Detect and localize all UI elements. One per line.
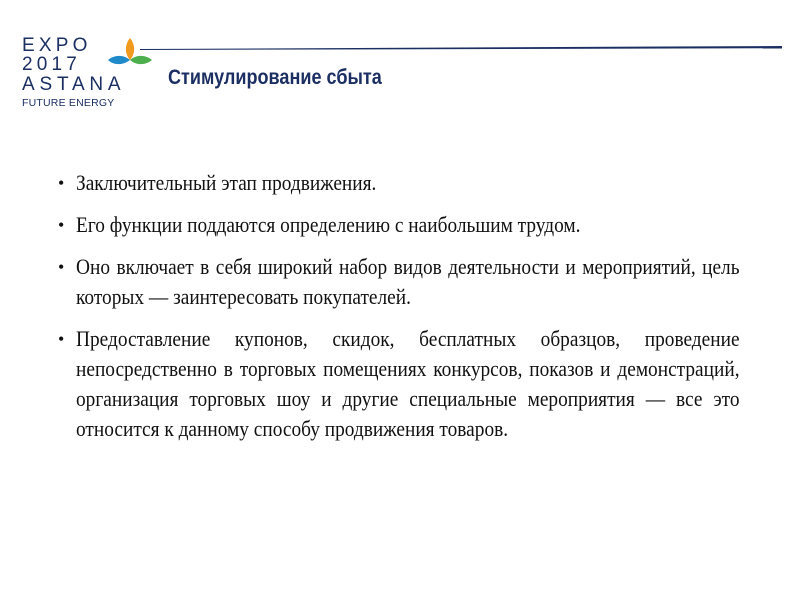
bullet-item [58,210,740,240]
logo-expo-text: EXPO [22,35,92,56]
emblem-petal-orange [126,38,134,60]
expo-emblem-icon [108,38,152,76]
logo-year-text: 2017 [22,54,82,75]
bullet-item [58,252,740,312]
emblem-petal-green [130,56,152,64]
bullet-text: Заключительный этап продвижения. [76,170,377,195]
bullet-item [58,324,740,444]
bullet-item [58,168,740,198]
bullet-marker: • [58,215,65,235]
bullet-text: Оно включает в себя широкий набор видов деятельности и мероприятий, цель которых — заинтересовать покупателей. [76,254,740,309]
bullet-marker: • [58,329,65,349]
bullet-text: Предоставление купонов, скидок, бесплатных образцов, проведение непосредственно в торговых помещениях конкурсов, показов и демонстраций, организация торговых шоу и другие специальные мероприятия — все это относится к данному способу продвижения товаров. [76,326,740,441]
bullet-list [58,168,740,456]
emblem-petal-blue [108,56,130,64]
bullet-marker: • [58,257,65,277]
logo-astana-text: ASTANA [22,74,126,95]
slide-title: Стимулирование сбыта [168,66,382,89]
header-rule [140,46,782,50]
logo-future-energy-text: FUTURE ENERGY [22,97,115,109]
expo-2017-logo [22,36,152,116]
bullet-text: Его функции поддаются определению с наибольшим трудом. [76,212,581,237]
bullet-marker: • [58,173,65,193]
